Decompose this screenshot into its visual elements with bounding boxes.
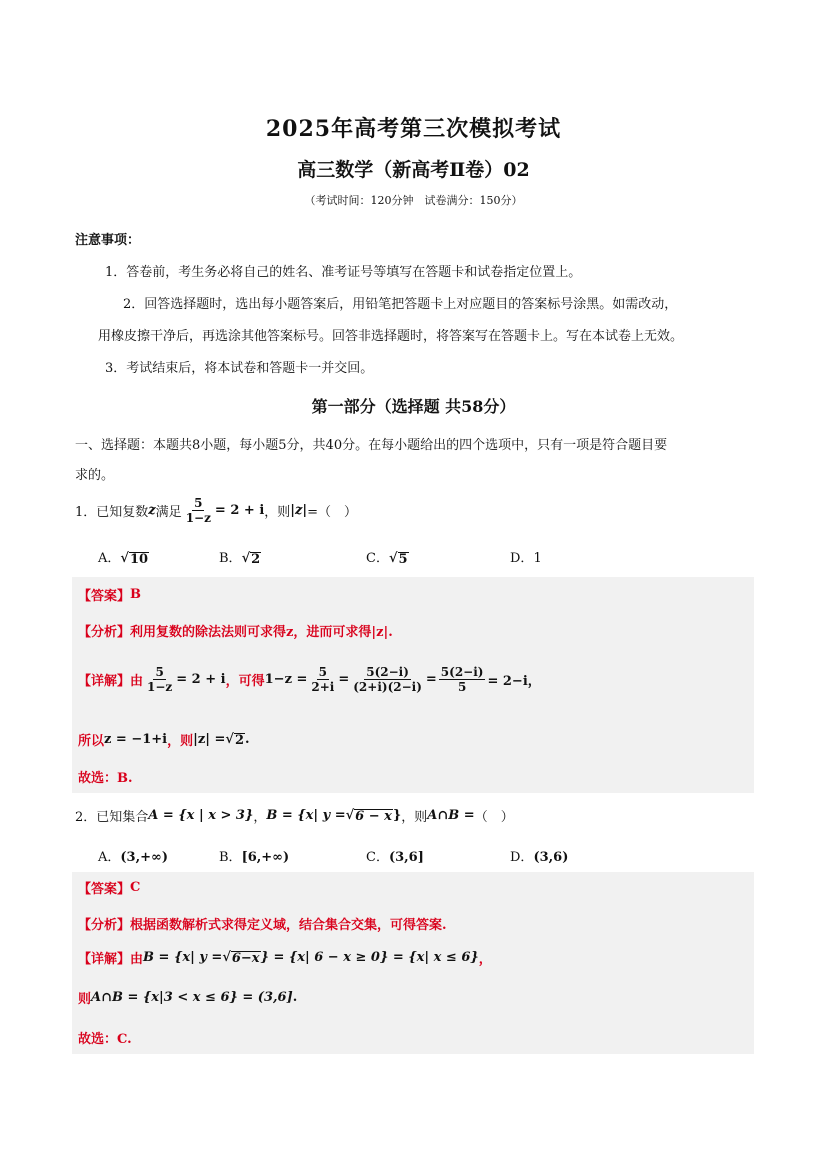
q1-detail-1c: 1−z = [264,672,308,687]
q1-answer-tag: 【答案】 [78,589,131,604]
q1-option-d [510,547,542,566]
q1-option-b-label: B． [219,551,242,566]
q1-detail-1d: = 2−i， [487,674,541,689]
q2-ask: （ ） [474,810,514,825]
q1-frac-num: 5 [194,496,203,510]
q2-detail-1c: } = {x| 6 − x ≥ 0} = {x| x ≤ 6} [260,950,479,965]
q2-option-a-value: (3,+∞) [120,850,168,865]
q1-answer-value: B [130,587,142,602]
q2-set-b-rad: 6 − x [355,809,392,824]
q1-detail-2b: z = −1+i [104,732,168,747]
q1-detail-1a: 由 [130,674,144,689]
q2-option-b-label: B． [219,850,242,865]
notice-item-2: 2．回答选择题时，选出每小题答案后，用铅笔把答题卡上对应题目的答案标号涂黑。如需改动， [123,297,678,312]
q1-option-c-value: 5 [398,552,408,567]
q2-set-b-b: } [392,808,402,823]
q1-mid: 满足 [155,505,182,520]
q2-detail-2b: A∩B = {x|3 < x ≤ 6} = (3,6] [91,990,293,1005]
exam-title: 2025年高考第三次模拟考试 [265,116,562,142]
q1-analysis [78,621,393,640]
notice-heading: 注意事项： [75,233,141,248]
q1-analysis-text: 利用复数的除法法则可求得z，进而可求得|z|. [130,625,393,640]
q1-abs: |z| [290,503,308,518]
section-intro-line2: 求的。 [75,468,115,483]
q2-conclusion-text: 故选：C. [78,1032,132,1047]
q1-detail-2f: . [245,732,250,747]
q1-answer [78,585,141,604]
q1-detail-1b: ，可得 [225,674,265,689]
q2-expr: A∩B = [427,808,475,823]
q1-option-c-label: C． [366,551,389,566]
q2-analysis-text: 根据函数解析式求得定义域，结合集合交集，可得答案. [130,918,447,933]
q1-d-frac2-num: 5 [318,665,328,679]
q2-analysis [78,914,447,933]
q1-conclusion-text: 故选：B. [78,771,133,786]
q1-d-frac1-den: 1−z [147,680,173,694]
q2-detail-line2 [78,988,297,1007]
notice-item-3: 3．考试结束后，将本试卷和答题卡一并交回。 [105,361,374,376]
q2-detail-1rad: 6−x [231,951,260,966]
q2-comma: ， [253,810,267,825]
notice-item-2-cont: 用橡皮擦干净后，再选涂其他答案标号。回答非选择题时，将答案写在答题卡上。写在本试卷上无效。 [98,329,684,344]
q2-answer-tag: 【答案】 [78,882,131,897]
q2-detail-1b: B = {x| y = [143,950,223,965]
q2-option-b-value: [6,+∞) [241,850,290,865]
question-2: 2．已知集合 A = {x | x > 3} ， B = {x| y = √ 6 − x } ，则 A∩B = （ ） [75,808,514,825]
q2-solution-box [72,872,754,1054]
q1-option-a-value: 10 [129,552,149,567]
q2-option-b [219,846,289,865]
q1-detail-2c: ，则 [167,734,194,749]
q1-detail-line1: 【详解】 由 $\frac{5}{1-z}$ = 2 + i ，可得 1−z = $\frac{5}{2+i}$ = $\frac{5(2-i)}{(2+i)(2-i)}$ = $\frac{5(2-i)}{5}$ = 2−i， [78,665,541,694]
q2-option-a [98,846,168,865]
q2-analysis-tag: 【分析】 [78,918,131,933]
q1-var: z [148,503,156,518]
q1-d-frac4-num: 5(2−i) [440,665,484,679]
q2-option-c-label: C． [366,850,389,865]
q2-answer-value: C [130,880,141,895]
notice-item-1: 1．答卷前，考生务必将自己的姓名、准考证号等填写在答题卡和试卷指定位置上。 [105,265,582,280]
q1-option-d-value: 1 [533,551,542,566]
q2-option-d-label: D． [510,850,534,865]
exam-info: （考试时间：120分钟 试卷满分：150分） [304,194,523,207]
q1-detail-line2: 所以 z = −1+i ，则 |z| = √ 2 . [78,732,250,749]
q2-tail: ，则 [401,810,428,825]
q1-detail-2a: 所以 [78,734,105,749]
q1-d-frac2-den: 2+i [311,680,335,694]
q1-rhs: = 2 + i [214,503,265,518]
q1-option-b-value: 2 [251,552,261,567]
q2-option-a-label: A． [98,850,121,865]
q1-analysis-tag: 【分析】 [78,625,131,640]
q1-solution-box [72,577,754,793]
q1-prefix: 1．已知复数 [75,505,149,520]
q2-option-d-value: (3,6) [533,850,569,865]
q1-d-rhs1: = 2 + i [176,672,226,687]
q2-option-d [510,846,568,865]
q2-prefix: 2．已知集合 [75,810,149,825]
q1-option-b: B． √ 2 [219,551,261,567]
q1-tail: ，则 [264,505,291,520]
q1-option-c: C． √ 5 [366,551,408,567]
q1-d-frac1-num: 5 [155,665,164,679]
q2-conclusion [78,1028,132,1047]
q1-d-frac3-num: 5(2−i) [366,665,409,679]
q1-option-a-label: A． [98,551,121,566]
q1-d-frac4-den: 5 [457,680,467,694]
q2-option-c [366,846,424,865]
part1-title: 第一部分（选择题 共58分） [311,397,516,416]
q2-set-a: A = {x | x > 3} [148,808,254,823]
q2-detail-1a: 由 [130,952,144,967]
q1-fraction [184,496,213,525]
q2-answer [78,878,140,897]
q1-frac-den: 1−z [185,511,211,525]
q1-detail-2e: 2 [234,733,244,748]
exam-subtitle: 高三数学（新高考Ⅱ卷）02 [297,159,530,181]
q2-set-b-a: B = {x| y = [266,808,346,823]
q2-detail-line1: 【详解】 由 B = {x| y = √ 6−x } = {x| 6 − x ≥ 0} = {x| x ≤ 6} ， [78,950,492,967]
q1-d-frac3-den: (2+i)(2−i) [353,680,422,694]
section-intro-line1: 一、选择题：本题共8小题，每小题5分，共40分。在每小题给出的四个选项中，只有一项是符合题目要 [75,438,668,453]
q1-ask: =（ ） [307,505,358,520]
q2-detail-tag: 【详解】 [78,952,131,967]
q1-detail-tag: 【详解】 [78,674,131,689]
q2-option-c-value: (3,6] [388,850,424,865]
q2-detail-2a: 则 [78,992,92,1007]
q1-detail-2d: |z| = [193,732,226,747]
q1-option-a: A． √ 10 [98,551,149,567]
q2-detail-1d: ， [478,952,492,967]
q1-option-d-label: D． [510,551,534,566]
q2-detail-2c: . [292,990,298,1005]
question-1 [75,496,357,525]
q1-conclusion [78,767,133,786]
